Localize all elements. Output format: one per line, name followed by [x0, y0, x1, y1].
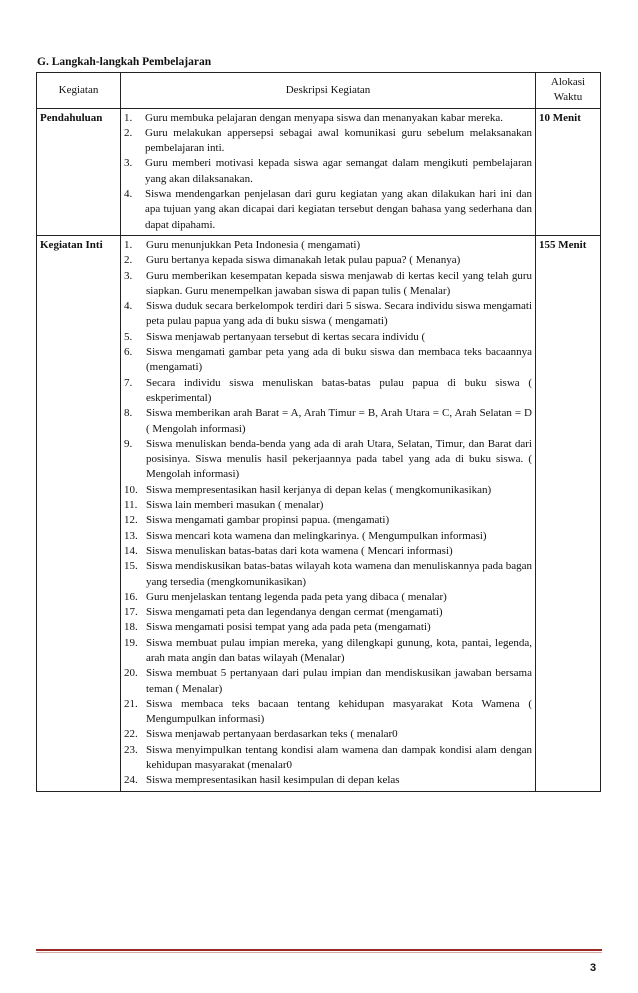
item-number: 5. [124, 330, 133, 343]
list-item [124, 406, 532, 437]
lesson-steps-table [36, 72, 601, 792]
waktu-cell: 155 Menit [536, 235, 601, 791]
item-number: 7. [124, 376, 133, 389]
item-text: Siswa lain memberi masukan ( menalar) [146, 499, 324, 512]
item-number: 2. [124, 126, 133, 139]
list-item [124, 743, 532, 774]
header-kegiatan: Kegiatan [37, 73, 121, 109]
item-text: Siswa mempresentasikan hasil kerjanya di depan kelas ( mengkomunikasikan) [146, 483, 492, 496]
item-number: 23. [124, 743, 138, 756]
list-item [124, 513, 532, 528]
list-item [124, 269, 532, 300]
section-title: G. Langkah-langkah Pembelajaran [37, 56, 212, 68]
list-item [124, 238, 532, 253]
page-number: 3 [590, 962, 597, 974]
item-text: Siswa mempresentasikan hasil kesimpulan di depan kelas [146, 774, 400, 787]
item-text: Guru menunjukkan Peta Indonesia ( mengamati) [146, 238, 361, 251]
list-item [124, 330, 532, 345]
item-number: 3. [124, 269, 133, 282]
list-item [124, 345, 532, 376]
item-text: Siswa menuliskan benda-benda yang ada di arah Utara, Selatan, Timur, dan Barat dari posisinya. Siswa menulis hasil pekerjaannya pada tabel yang ada di buku siswa. ( Mengolah informasi) [146, 437, 532, 481]
item-number: 4. [124, 300, 133, 313]
table-row-kegiatan-inti [37, 235, 601, 791]
table-header-row [37, 73, 601, 109]
list-item [124, 376, 532, 407]
item-number: 15. [124, 560, 138, 573]
list-item [124, 529, 532, 544]
list-item [124, 544, 532, 559]
item-text: Siswa mendengarkan penjelasan dari guru kegiatan yang akan dilakukan hari ini dan apa tujuan yang akan dicapai dari kegiatan tersebut dengan bahasa yang sederhana dan dapat dipahami. [145, 188, 532, 231]
header-deskripsi: Deskripsi Kegiatan [121, 73, 536, 109]
item-text: Siswa menyimpulkan tentang kondisi alam wamena dan dampak kondisi alam dengan kehidupan masyarakat (menalar0 [146, 743, 532, 772]
list-item [124, 253, 532, 268]
item-number: 20. [124, 667, 138, 680]
item-text: Siswa mengamati gambar peta yang ada di buku siswa dan membaca teks bacaannya (mengamati) [146, 346, 532, 374]
item-number: 1. [124, 238, 133, 251]
item-text: Secara individu siswa menuliskan batas-batas pulau papua di buku siswa ( eskperimental) [146, 376, 532, 404]
list-item [124, 187, 532, 233]
list-item [124, 437, 532, 483]
item-number: 18. [124, 621, 138, 634]
list-item [124, 590, 532, 605]
item-text: Siswa membuat pulau impian mereka, yang dilengkapi gunung, kota, pantai, legenda, arah mata angin dan batas wilayah (Menalar) [146, 636, 532, 664]
item-text: Siswa membuat 5 pertanyaan dari pulau impian dan mendiskusikan jawaban bersama teman ( Menalar) [146, 667, 532, 695]
item-number: 8. [124, 407, 133, 420]
footer-divider [36, 949, 602, 951]
item-number: 19. [124, 636, 138, 649]
item-text: Siswa memberikan arah Barat = A, Arah Timur = B, Arah Utara = C, Arah Selatan = D ( Mengolah informasi) [146, 407, 532, 435]
item-text: Siswa menjawab pertanyaan berdasarkan teks ( menalar0 [146, 728, 398, 741]
item-number: 22. [124, 728, 138, 741]
list-item [124, 727, 532, 742]
list-item [124, 559, 532, 590]
item-number: 21. [124, 697, 138, 710]
header-waktu: Alokasi Waktu [536, 73, 601, 109]
item-text: Siswa duduk secara berkelompok terdiri dari 5 siswa. Secara individu siswa mengamati peta pulau papua yang ada di buku siswa ( mengamati) [146, 300, 532, 328]
item-number: 3. [124, 157, 133, 170]
item-text: Siswa mengamati gambar propinsi papua. (mengamati) [146, 514, 390, 527]
item-number: 11. [124, 499, 138, 512]
table-row-pendahuluan [37, 108, 601, 235]
activity-list [124, 238, 532, 789]
deskripsi-cell [121, 235, 536, 791]
item-text: Guru melakukan appersepsi sebagai awal komunikasi guru sebelum melaksanakan pembelajaran inti. [145, 126, 532, 155]
item-text: Guru memberi motivasi kepada siswa agar semangat dalam mengikuti pembelajaran yang akan dilaksanakan. [145, 157, 532, 185]
item-text: Siswa mencari kota wamena dan melingkarinya. ( Mengumpulkan informasi) [146, 529, 487, 542]
item-number: 16. [124, 590, 138, 603]
item-number: 24. [124, 774, 138, 787]
item-number: 1. [124, 111, 133, 124]
item-text: Siswa mengamati posisi tempat yang ada pada peta (mengamati) [146, 621, 431, 634]
item-text: Guru menjelaskan tentang legenda pada peta yang dibaca ( menalar) [146, 590, 447, 603]
item-number: 13. [124, 529, 138, 542]
list-item [124, 620, 532, 635]
list-item [124, 111, 532, 126]
list-item [124, 697, 532, 728]
footer-divider-shadow [36, 952, 602, 953]
list-item [124, 299, 532, 330]
item-number: 12. [124, 514, 138, 527]
item-text: Siswa mendiskusikan batas-batas wilayah kota wamena dan menuliskannya pada bagan yang tersedia (mengkomunikasikan) [146, 560, 532, 588]
item-number: 4. [124, 188, 133, 201]
item-text: Siswa membaca teks bacaan tentang kehidupan masyarakat Kota Wamena ( Mengumpulkan informasi) [146, 697, 532, 726]
kegiatan-cell: Pendahuluan [37, 108, 121, 235]
item-text: Siswa mengamati peta dan legendanya dengan cermat (mengamati) [146, 606, 443, 619]
list-item [124, 498, 532, 513]
list-item [124, 636, 532, 667]
item-text: Guru bertanya kepada siswa dimanakah letak pulau papua? ( Menanya) [146, 254, 461, 267]
item-number: 2. [124, 254, 133, 267]
list-item [124, 156, 532, 187]
deskripsi-cell [121, 108, 536, 235]
item-text: Guru memberikan kesempatan kepada siswa menjawab di kertas kecil yang telah guru siapkan. Guru menempelkan jawaban siswa di papan tulis ( Menalar) [146, 269, 532, 297]
item-number: 14. [124, 544, 138, 557]
item-number: 9. [124, 437, 133, 450]
kegiatan-cell: Kegiatan Inti [37, 235, 121, 791]
list-item [124, 605, 532, 620]
item-number: 17. [124, 606, 138, 619]
item-text: Guru membuka pelajaran dengan menyapa siswa dan menanyakan kabar mereka. [145, 111, 503, 124]
item-number: 10. [124, 483, 138, 496]
waktu-cell: 10 Menit [536, 108, 601, 235]
item-number: 6. [124, 346, 133, 359]
list-item [124, 666, 532, 697]
list-item [124, 773, 532, 788]
item-text: Siswa menuliskan batas-batas dari kota wamena ( Mencari informasi) [146, 544, 453, 557]
list-item [124, 126, 532, 157]
item-text: Siswa menjawab pertanyaan tersebut di kertas secara individu ( [146, 330, 426, 343]
activity-list [124, 111, 532, 233]
list-item [124, 483, 532, 498]
